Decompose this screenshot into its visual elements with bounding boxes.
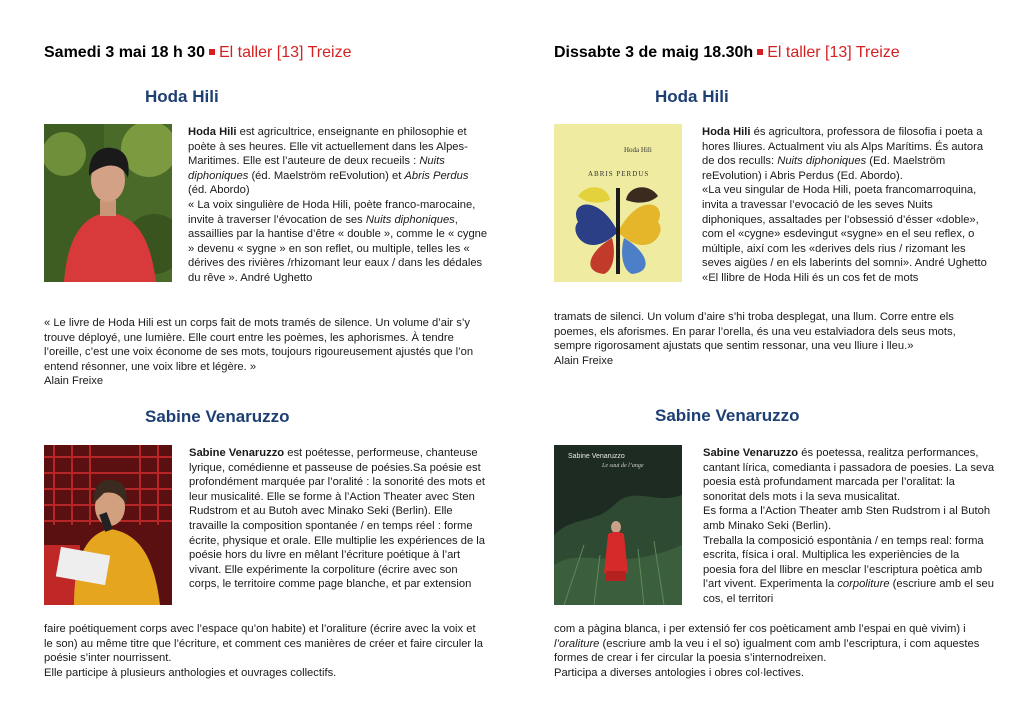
quote-text: «La veu singular de Hoda Hili, poeta francomarroquina, invita a travessar l’evocació de les seves Nuits diphoniques, assaltades per l’obsessió d’ésser «doble», com el «cygne» esdevingut «sygne» en el seu reflex, o múltiple, així com les «derives dels rius / rizomant les seves aigües / en els laberints del somni». André Ughetto	[702, 184, 987, 270]
quote-author: Alain Freixe	[554, 354, 614, 367]
quote-text: , assaillies par la hantise d’être « double », comme le « cygne » devenu « sygne » en son reflet, ou multiple, telles les « dérives des rivières /rhizomant leur eaux / dans les dédales du rêve ». André Ughetto	[188, 213, 488, 284]
hoda-bio-fr	[188, 125, 488, 286]
hoda-quote-ca	[554, 310, 982, 368]
poet-name-sabine: Sabine Venaruzzo	[655, 406, 800, 425]
book-title: Nuits diphoniques	[777, 155, 867, 168]
quote-author: Alain Freixe	[44, 375, 104, 388]
bio-text: (escriure amb el seu cos, el territori	[703, 578, 995, 605]
abris-perdus-book-cover	[554, 124, 682, 282]
book-cover-author: Hoda Hili	[624, 146, 652, 154]
bio-text: Participa a diverses antologies i obres col·lectives.	[554, 666, 804, 679]
event-header	[44, 44, 351, 62]
sabine-bio-fr-continued	[44, 622, 484, 680]
bio-text: és agricultora, professora de filosofia i poeta a hores lliures. Actualment viu als Alps Marítims. És autora de dos reculls:	[702, 126, 984, 168]
book-cover-title: ABRIS PERDUS	[588, 170, 650, 178]
bio-text: (éd. Abordo)	[188, 184, 250, 197]
bio-name-bold: Sabine Venaruzzo	[189, 447, 285, 459]
sabine-portrait-photo	[44, 445, 172, 605]
quote-text: « La voix singulière de Hoda Hili, poète franco-marocaine, invite à traverser l’évocation de ses	[188, 198, 476, 226]
book-title: Nuits diphoniques	[188, 155, 445, 182]
bio-text: Es forma a l’Action Theater amb Sten Rudstrom i al Butoh amb Minako Seki (Berlin).	[703, 505, 991, 532]
bio-text: (éd. Maelström reEvolution) et	[248, 169, 405, 182]
book-title: Nuits diphoniques	[365, 213, 455, 226]
bio-text: est poétesse, performeuse, chanteuse lyrique, comédienne et passeuse de poésies.Sa poésie est profondément marquée par l’oralité : la sonorité des mots et leur musicalité. Elle se forme à l’Action Theater avec Sten Rudstrom et au Butoh avec Minako Seki (Berlin). Elle travaille la composition spontanée / en temps réel : forme écrite, physique et orale. Elle multiplie les expériences de la poésie hors du livre en mêlant l’écriture poétique à l’art vivant. Elle expérimente la corpoliture (écrire avec son corps, le territoire comme page blanche, et par extension	[189, 447, 486, 591]
bio-name-bold: Sabine Venaruzzo	[703, 447, 799, 459]
sabine-bio-fr	[189, 446, 489, 592]
poet-name-hoda: Hoda Hili	[145, 87, 219, 106]
book-cover-title: Le saut de l’ange	[602, 463, 644, 469]
bio-text: és poetessa, realitza performances, cantant lírica, comedianta i passadora de poesies. La seva poesia està profundament marcada per l’oralitat: la sonoritat dels mots i la seva musicalitat.	[703, 447, 995, 503]
bio-text: faire poétiquement corps avec l’espace qu’on habite) et l’oraliture (écrire avec la voix et le son) au même titre que l’écriture, et comment ces manières de créer et faire circuler la poésie s’inter nourrissent.	[44, 623, 483, 665]
sabine-book-cover	[554, 445, 682, 605]
quote-text: tramats de silenci. Un volum d’aire s’hi troba desplegat, una llum. Corre entre els poemes, els aforismes. En parar l’orella, és una veu estalviadora dels seus mots, sempre rigorosament ajustats que sentim ressonar, una veu lliure i lleu.»	[554, 311, 956, 353]
hoda-quote-fr	[44, 316, 484, 389]
bio-text: com a pàgina blanca, i per extensió fer cos poèticament amb l’espai en què vivim) i	[554, 623, 966, 635]
term-italic: l’oraliture	[554, 637, 600, 650]
book-title: Abris Perdus	[404, 169, 469, 182]
bio-text: (Ed. Maelström reEvolution) i Abris Perdus (Ed. Abordo).	[702, 155, 946, 182]
hoda-portrait-photo	[44, 124, 172, 282]
event-date: Samedi 3 mai 18 h 30	[44, 44, 205, 61]
bio-text: Treballa la composició espontània / en temps real: forma escrita, física i oral. Multiplica les experiències de la poesia fora del llibre en mesclar l’escriptura poètica amb l’art vivent. Experimenta la	[703, 534, 984, 591]
hoda-bio-ca	[702, 125, 994, 286]
red-square-bullet	[209, 49, 215, 55]
poet-name-hoda: Hoda Hili	[655, 87, 729, 106]
quote-text: «El llibre de Hoda Hili és un cos fet de mots	[702, 271, 919, 284]
sabine-bio-ca-continued	[554, 622, 990, 680]
event-header	[554, 44, 900, 62]
event-venue: El taller [13] Treize	[767, 44, 900, 61]
event-date: Dissabte 3 de maig 18.30h	[554, 44, 754, 61]
bio-name-bold: Hoda Hili	[702, 126, 751, 138]
sabine-bio-ca	[703, 446, 995, 607]
quote-text: « Le livre de Hoda Hili est un corps fait de mots tramés de silence. Un volume d’air s’y trouve déployé, une lumière. Elle court entre les poèmes, les aphorismes. À tendre l’oreille, c’est une voix économe de ses mots, toujours rigoureusement ajustés que l’on entend résonner, une voix libre et légère. »	[44, 317, 474, 373]
bio-text: est agricultrice, enseignante en philosophie et poète à ses heures. Elle vit actuellement dans les Alpes-Maritimes. Elle est l’auteure de deux recueils :	[188, 126, 468, 168]
bio-name-bold: Hoda Hili	[188, 126, 237, 138]
book-cover-author: Sabine Venaruzzo	[568, 453, 625, 460]
poet-name-sabine: Sabine Venaruzzo	[145, 407, 290, 426]
event-venue: El taller [13] Treize	[218, 44, 352, 61]
red-square-bullet	[757, 49, 763, 55]
term-italic: corpoliture	[837, 578, 890, 591]
bio-text: Elle participe à plusieurs anthologies et ouvrages collectifs.	[44, 666, 337, 679]
bio-text: (escriure amb la veu i el so) igualment com amb l’escriptura, i com aquestes formes de crear i fer circular la poesia s’internodreixen.	[554, 637, 980, 665]
